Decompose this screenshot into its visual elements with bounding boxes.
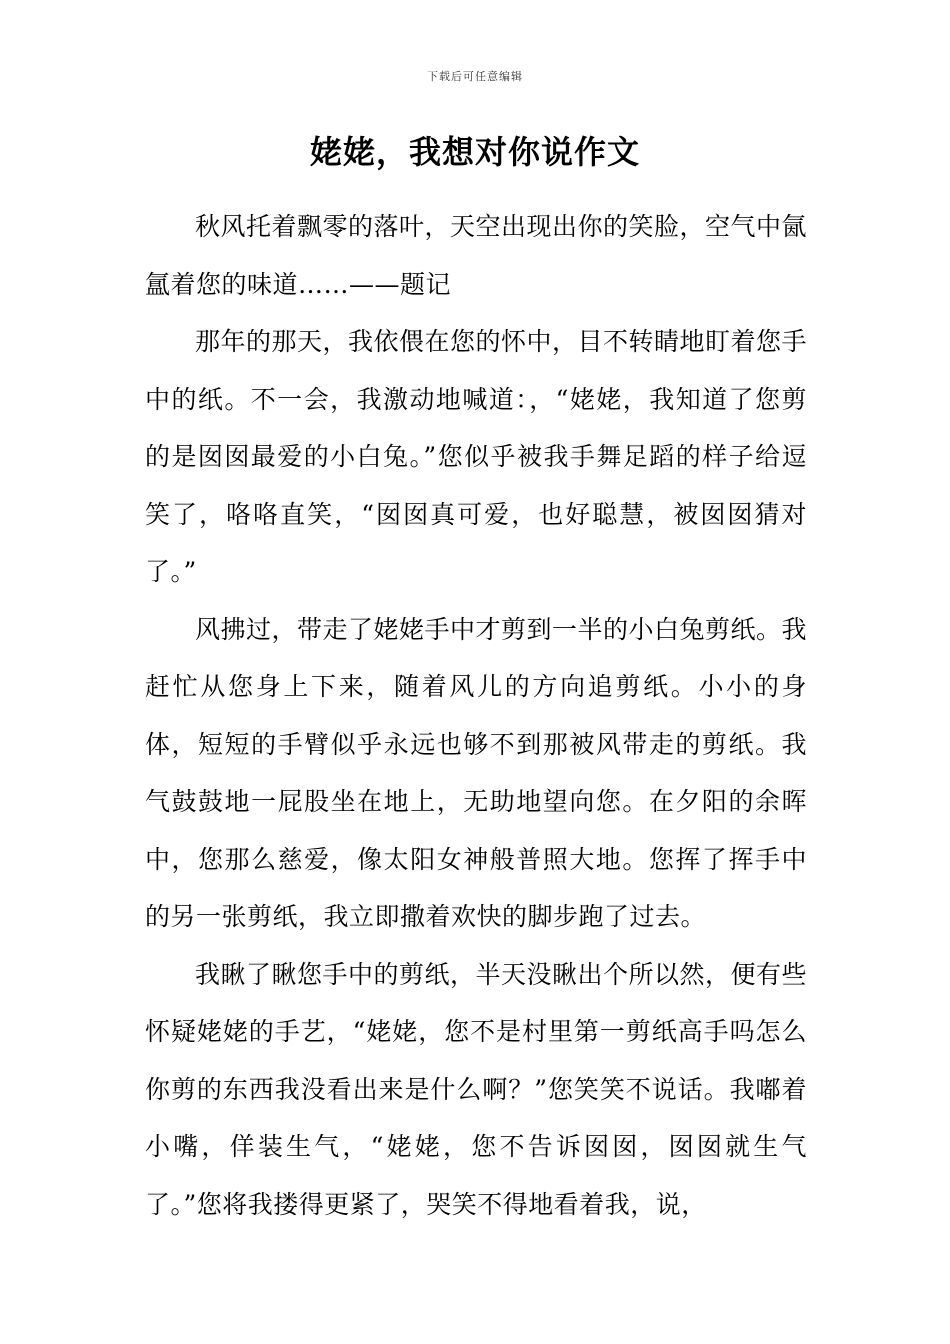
paragraph-epigraph: 秋风托着飘零的落叶，天空出现出你的笑脸，空气中氤氲着您的味道……——题记	[145, 212, 808, 299]
paragraph-1: 那年的那天，我依偎在您的怀中，目不转睛地盯着您手中的纸。不一会，我激动地喊道：，“姥姥，我知道了您剪的是囡囡最爱的小白兔。”您似乎被我手舞足蹈的样子给逗笑了，咯咯直笑，“囡囡真可爱，也好聪慧，被囡囡猜对了。”	[145, 327, 808, 586]
document-title: 姥姥，我想对你说作文	[309, 133, 640, 171]
paragraph-3: 我瞅了瞅您手中的剪纸，半天没瞅出个所以然，便有些怀疑姥姥的手艺，“姥姥，您不是村里第一剪纸高手吗怎么你剪的东西我没看出来是什么啊？”您笑笑不说话。我嘟着小嘴，佯装生气，“姥姥，您不告诉囡囡，囡囡就生气了。”您将我搂得更紧了，哭笑不得地看着我，说，	[145, 959, 808, 1219]
header-note: 下载后可任意编辑	[427, 70, 523, 83]
document-body	[145, 198, 807, 1233]
paragraph-2: 风拂过，带走了姥姥手中才剪到一半的小白兔剪纸。我赶忙从您身上下来，随着风儿的方向追剪纸。小小的身体，短短的手臂似乎永远也够不到那被风带走的剪纸。我气鼓鼓地一屁股坐在地上，无助地望向您。在夕阳的余晖中，您那么慈爱，像太阳女神般普照大地。您挥了挥手中的另一张剪纸，我立即撒着欢快的脚步跑了过去。	[145, 614, 808, 931]
